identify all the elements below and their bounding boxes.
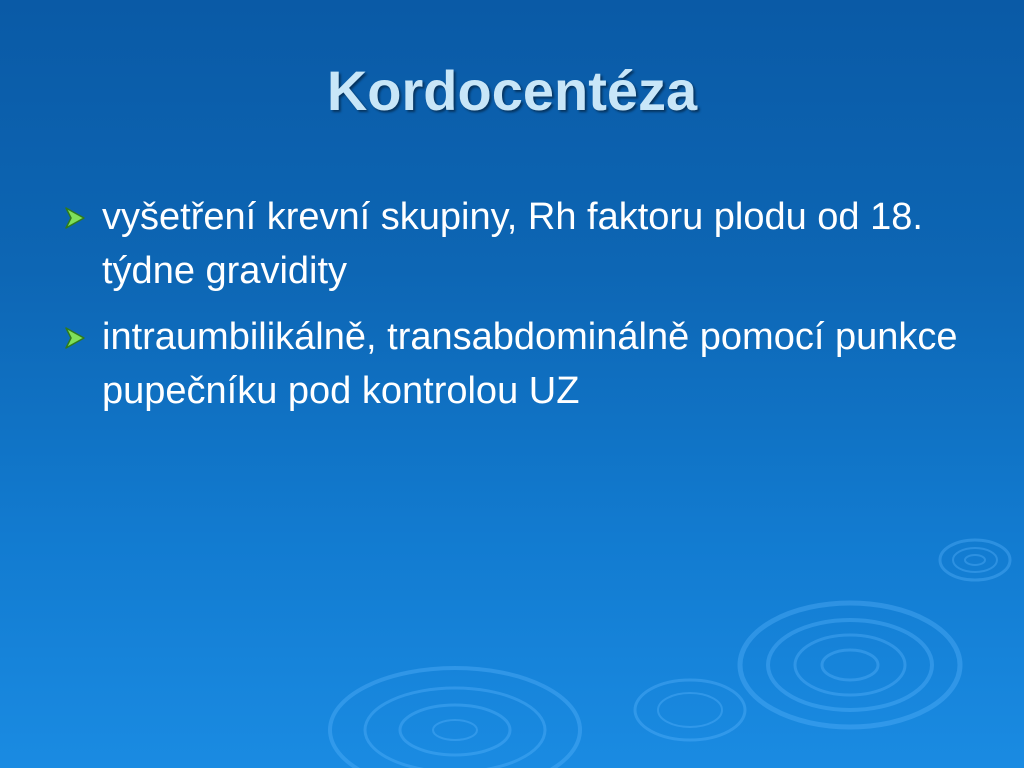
arrow-bullet-icon [62, 205, 88, 231]
bullet-item-2 [62, 310, 962, 418]
bullet-list [62, 190, 962, 430]
slide-title: Kordocentéza [326, 59, 698, 122]
bullet-text-1: vyšetření krevní skupiny, Rh faktoru plodu od 18. týdne gravidity [102, 196, 923, 292]
bullet-text-2: intraumbilikálně, transabdominálně pomocí punkce pupečníku pod kontrolou UZ [102, 316, 958, 412]
bullet-item-1 [62, 190, 962, 298]
arrow-bullet-icon [62, 325, 88, 351]
